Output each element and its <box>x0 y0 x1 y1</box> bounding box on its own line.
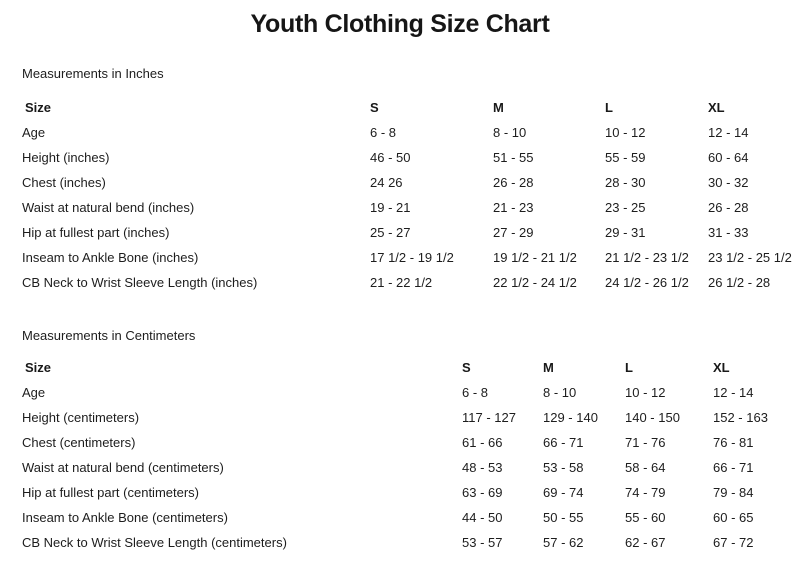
size-value-cell: 30 - 32 <box>708 175 749 190</box>
table-header-row <box>22 95 790 120</box>
section-label-inches: Measurements in Inches <box>22 66 164 81</box>
table-row <box>22 480 790 505</box>
table-row <box>22 195 790 220</box>
column-header-m: M <box>493 100 504 115</box>
table-row <box>22 170 790 195</box>
table-row <box>22 505 790 530</box>
size-value-cell: 60 - 64 <box>708 150 749 165</box>
row-label: Hip at fullest part (centimeters) <box>22 485 200 500</box>
size-value-cell: 19 1/2 - 21 1/2 <box>493 250 577 265</box>
size-value-cell: 46 - 50 <box>370 150 411 165</box>
size-value-cell: 21 - 23 <box>493 200 534 215</box>
size-value-cell: 61 - 66 <box>462 435 503 450</box>
column-header-size: Size <box>25 100 52 115</box>
column-header-l: L <box>605 100 613 115</box>
column-header-xl: XL <box>708 100 725 115</box>
row-label: Age <box>22 385 46 400</box>
column-header-l: L <box>625 360 633 375</box>
column-header-s: S <box>462 360 471 375</box>
size-value-cell: 79 - 84 <box>713 485 754 500</box>
size-value-cell: 71 - 76 <box>625 435 666 450</box>
size-value-cell: 67 - 72 <box>713 535 754 550</box>
size-value-cell: 44 - 50 <box>462 510 503 525</box>
row-label: Inseam to Ankle Bone (inches) <box>22 250 199 265</box>
size-value-cell: 26 - 28 <box>493 175 534 190</box>
size-value-cell: 6 - 8 <box>370 125 397 140</box>
table-row <box>22 245 790 270</box>
table-row <box>22 455 790 480</box>
table-row <box>22 405 790 430</box>
size-value-cell: 26 1/2 - 28 <box>708 275 771 290</box>
column-header-s: S <box>370 100 379 115</box>
size-value-cell: 12 - 14 <box>708 125 749 140</box>
row-label: Age <box>22 125 46 140</box>
row-label: Waist at natural bend (inches) <box>22 200 195 215</box>
size-value-cell: 140 - 150 <box>625 410 680 425</box>
size-value-cell: 17 1/2 - 19 1/2 <box>370 250 454 265</box>
size-value-cell: 25 - 27 <box>370 225 411 240</box>
row-label: Height (centimeters) <box>22 410 140 425</box>
size-value-cell: 66 - 71 <box>543 435 584 450</box>
size-value-cell: 6 - 8 <box>462 385 489 400</box>
size-value-cell: 12 - 14 <box>713 385 754 400</box>
size-value-cell: 69 - 74 <box>543 485 584 500</box>
size-table-inches <box>22 95 790 295</box>
page-title: Youth Clothing Size Chart <box>250 10 550 38</box>
size-value-cell: 55 - 60 <box>625 510 666 525</box>
size-value-cell: 28 - 30 <box>605 175 646 190</box>
size-value-cell: 21 1/2 - 23 1/2 <box>605 250 689 265</box>
size-value-cell: 117 - 127 <box>462 410 516 425</box>
row-label: CB Neck to Wrist Sleeve Length (inches) <box>22 275 258 290</box>
size-value-cell: 63 - 69 <box>462 485 503 500</box>
table-row <box>22 530 790 555</box>
size-value-cell: 51 - 55 <box>493 150 534 165</box>
size-value-cell: 24 1/2 - 26 1/2 <box>605 275 689 290</box>
size-value-cell: 27 - 29 <box>493 225 534 240</box>
table-row <box>22 120 790 145</box>
size-value-cell: 53 - 57 <box>462 535 503 550</box>
size-value-cell: 21 - 22 1/2 <box>370 275 433 290</box>
size-value-cell: 31 - 33 <box>708 225 749 240</box>
size-value-cell: 57 - 62 <box>543 535 584 550</box>
size-value-cell: 129 - 140 <box>543 410 598 425</box>
column-header-m: M <box>543 360 554 375</box>
size-value-cell: 8 - 10 <box>543 385 577 400</box>
size-value-cell: 19 - 21 <box>370 200 411 215</box>
row-label: CB Neck to Wrist Sleeve Length (centimeters) <box>22 535 287 550</box>
size-value-cell: 66 - 71 <box>713 460 754 475</box>
table-row <box>22 145 790 170</box>
table-row <box>22 430 790 455</box>
size-value-cell: 55 - 59 <box>605 150 646 165</box>
table-header-row <box>22 355 790 380</box>
size-table-centimeters <box>22 355 790 555</box>
size-value-cell: 10 - 12 <box>605 125 646 140</box>
size-value-cell: 8 - 10 <box>493 125 527 140</box>
table-row <box>22 220 790 245</box>
row-label: Hip at fullest part (inches) <box>22 225 170 240</box>
size-value-cell: 22 1/2 - 24 1/2 <box>493 275 577 290</box>
section-label-centimeters: Measurements in Centimeters <box>22 328 196 343</box>
row-label: Height (inches) <box>22 150 110 165</box>
size-value-cell: 23 1/2 - 25 1/2 <box>708 250 792 265</box>
size-value-cell: 23 - 25 <box>605 200 646 215</box>
size-value-cell: 152 - 163 <box>713 410 768 425</box>
table-row <box>22 380 790 405</box>
size-value-cell: 26 - 28 <box>708 200 749 215</box>
row-label: Inseam to Ankle Bone (centimeters) <box>22 510 228 525</box>
size-value-cell: 60 - 65 <box>713 510 754 525</box>
size-value-cell: 62 - 67 <box>625 535 666 550</box>
size-value-cell: 53 - 58 <box>543 460 584 475</box>
size-value-cell: 48 - 53 <box>462 460 503 475</box>
size-value-cell: 74 - 79 <box>625 485 666 500</box>
row-label: Waist at natural bend (centimeters) <box>22 460 224 475</box>
column-header-xl: XL <box>713 360 730 375</box>
size-value-cell: 58 - 64 <box>625 460 666 475</box>
size-value-cell: 24 26 <box>370 175 403 190</box>
size-value-cell: 50 - 55 <box>543 510 584 525</box>
size-value-cell: 10 - 12 <box>625 385 666 400</box>
table-row <box>22 270 790 295</box>
row-label: Chest (centimeters) <box>22 435 136 450</box>
row-label: Chest (inches) <box>22 175 106 190</box>
column-header-size: Size <box>25 360 52 375</box>
size-value-cell: 29 - 31 <box>605 225 646 240</box>
size-value-cell: 76 - 81 <box>713 435 754 450</box>
